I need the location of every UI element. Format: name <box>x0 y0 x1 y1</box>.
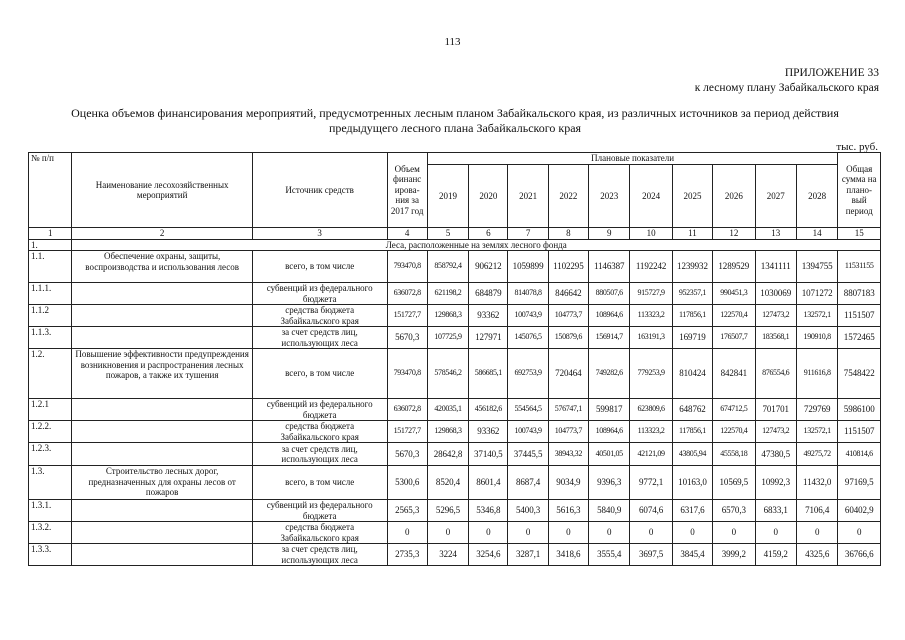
row-value: 636072,8 <box>387 399 427 421</box>
section-title: Леса, расположенные на землях лесного фонда <box>72 239 881 251</box>
row-value: 113323,2 <box>630 421 672 443</box>
header-planned: Плановые показатели <box>427 153 838 165</box>
row-value: 1239932 <box>672 251 712 283</box>
row-value: 5296,5 <box>427 500 468 522</box>
row-value: 410814,6 <box>838 443 881 466</box>
row-value: 1572465 <box>838 327 881 349</box>
row-value: 156914,7 <box>589 327 630 349</box>
row-value: 1151507 <box>838 421 881 443</box>
row-value: 810424 <box>672 349 712 399</box>
row-value: 127473,2 <box>755 421 796 443</box>
row-activity-name: Повышение эффективности предупреждения возникновения и распространения лесных пожаров, а также их тушения <box>72 349 252 399</box>
table-row <box>29 349 881 399</box>
row-value: 701701 <box>755 399 796 421</box>
row-value: 6570,3 <box>713 500 755 522</box>
row-value: 5346,8 <box>469 500 508 522</box>
row-value: 8601,4 <box>469 466 508 500</box>
row-value: 749282,6 <box>589 349 630 399</box>
header-total: Общая сумма на плано- вый период <box>838 153 881 228</box>
row-value: 621198,2 <box>427 283 468 305</box>
row-value: 45558,18 <box>713 443 755 466</box>
row-value: 554564,5 <box>508 399 548 421</box>
row-funding-source: средства бюджета Забайкальского края <box>252 522 387 544</box>
row-value: 107725,9 <box>427 327 468 349</box>
row-value: 990451,3 <box>713 283 755 305</box>
page-number: 113 <box>444 36 461 48</box>
row-value: 9772,1 <box>630 466 672 500</box>
row-value: 586685,1 <box>469 349 508 399</box>
row-num: 1.1. <box>29 251 72 283</box>
row-num: 1.2.1 <box>29 399 72 421</box>
row-value: 28642,8 <box>427 443 468 466</box>
row-value: 1341111 <box>755 251 796 283</box>
row-activity-name <box>72 305 252 327</box>
row-value: 5986100 <box>838 399 881 421</box>
column-number: 5 <box>427 228 468 240</box>
row-num: 1.3. <box>29 466 72 500</box>
row-value: 38943,32 <box>548 443 588 466</box>
row-value: 0 <box>427 522 468 544</box>
row-value: 10569,5 <box>713 466 755 500</box>
row-value: 0 <box>469 522 508 544</box>
table-body <box>29 239 881 566</box>
row-value: 129868,3 <box>427 421 468 443</box>
row-num: 1.2.2. <box>29 421 72 443</box>
header-year-2024: 2024 <box>630 165 672 228</box>
row-value: 10163,0 <box>672 466 712 500</box>
row-value: 163191,3 <box>630 327 672 349</box>
row-value: 3287,1 <box>508 544 548 566</box>
column-number: 15 <box>838 228 881 240</box>
appendix-heading <box>695 66 879 96</box>
header-source: Источник средств <box>252 153 387 228</box>
row-value: 113323,2 <box>630 305 672 327</box>
header-num: № п/п <box>29 153 72 228</box>
row-value: 3254,6 <box>469 544 508 566</box>
header-year-2028: 2028 <box>796 165 838 228</box>
row-value: 150879,6 <box>548 327 588 349</box>
row-value: 1102295 <box>548 251 588 283</box>
row-value: 1030069 <box>755 283 796 305</box>
row-value: 42121,09 <box>630 443 672 466</box>
row-value: 906212 <box>469 251 508 283</box>
row-value: 5300,6 <box>387 466 427 500</box>
row-funding-source: за счет средств лиц, использующих леса <box>252 443 387 466</box>
row-activity-name <box>72 522 252 544</box>
row-value: 1059899 <box>508 251 548 283</box>
row-value: 122570,4 <box>713 305 755 327</box>
row-value: 5400,3 <box>508 500 548 522</box>
row-funding-source: средства бюджета Забайкальского края <box>252 305 387 327</box>
row-value: 108964,6 <box>589 421 630 443</box>
row-value: 0 <box>672 522 712 544</box>
row-value: 0 <box>838 522 881 544</box>
column-numbers-row <box>29 228 881 240</box>
row-value: 127473,2 <box>755 305 796 327</box>
row-value: 3418,6 <box>548 544 588 566</box>
row-value: 4325,6 <box>796 544 838 566</box>
row-value: 9396,3 <box>589 466 630 500</box>
row-value: 1071272 <box>796 283 838 305</box>
row-value: 9034,9 <box>548 466 588 500</box>
row-value: 10992,3 <box>755 466 796 500</box>
row-funding-source: субвенций из федерального бюджета <box>252 500 387 522</box>
column-number: 12 <box>713 228 755 240</box>
header-year-2020: 2020 <box>469 165 508 228</box>
row-value: 5840,9 <box>589 500 630 522</box>
header-name: Наименование лесохозяйственных мероприятий <box>72 153 252 228</box>
row-value: 814078,8 <box>508 283 548 305</box>
row-value: 0 <box>387 522 427 544</box>
row-value: 636072,8 <box>387 283 427 305</box>
column-number: 10 <box>630 228 672 240</box>
row-activity-name <box>72 500 252 522</box>
row-activity-name <box>72 399 252 421</box>
table-row <box>29 421 881 443</box>
column-number: 2 <box>72 228 252 240</box>
table-row <box>29 500 881 522</box>
row-value: 0 <box>630 522 672 544</box>
row-value: 0 <box>755 522 796 544</box>
row-value: 8807183 <box>838 283 881 305</box>
financing-table <box>28 152 881 566</box>
row-value: 100743,9 <box>508 421 548 443</box>
column-number: 13 <box>755 228 796 240</box>
row-value: 6074,6 <box>630 500 672 522</box>
section-row <box>29 239 881 251</box>
row-value: 0 <box>589 522 630 544</box>
row-value: 117856,1 <box>672 305 712 327</box>
row-value: 779253,9 <box>630 349 672 399</box>
table-row <box>29 522 881 544</box>
row-num: 1.1.3. <box>29 327 72 349</box>
row-activity-name: Строительство лесных дорог, предназначенных для охраны лесов от пожаров <box>72 466 252 500</box>
row-value: 104773,7 <box>548 421 588 443</box>
row-value: 456182,6 <box>469 399 508 421</box>
row-value: 40501,05 <box>589 443 630 466</box>
document-title-line1: Оценка объемов финансирования мероприятий, предусмотренных лесным планом Забайкальского края, из различных источников за период действия <box>71 106 839 120</box>
table-row <box>29 251 881 283</box>
row-value: 37445,5 <box>508 443 548 466</box>
row-value: 3697,5 <box>630 544 672 566</box>
row-value: 36766,6 <box>838 544 881 566</box>
row-value: 49275,72 <box>796 443 838 466</box>
row-value: 3999,2 <box>713 544 755 566</box>
table-row <box>29 443 881 466</box>
column-number: 3 <box>252 228 387 240</box>
row-value: 93362 <box>469 305 508 327</box>
header-year-2022: 2022 <box>548 165 588 228</box>
row-value: 2565,3 <box>387 500 427 522</box>
row-value: 880507,6 <box>589 283 630 305</box>
row-value: 648762 <box>672 399 712 421</box>
row-funding-source: за счет средств лиц, использующих леса <box>252 544 387 566</box>
row-activity-name <box>72 283 252 305</box>
header-year-2025: 2025 <box>672 165 712 228</box>
row-value: 127971 <box>469 327 508 349</box>
row-value: 132572,1 <box>796 305 838 327</box>
header-year-2019: 2019 <box>427 165 468 228</box>
header-year-2027: 2027 <box>755 165 796 228</box>
row-value: 2735,3 <box>387 544 427 566</box>
header-year-2023: 2023 <box>589 165 630 228</box>
table-row <box>29 466 881 500</box>
row-value: 93362 <box>469 421 508 443</box>
row-value: 183568,1 <box>755 327 796 349</box>
row-value: 11531155 <box>838 251 881 283</box>
row-value: 5670,3 <box>387 327 427 349</box>
row-value: 0 <box>796 522 838 544</box>
row-value: 578546,2 <box>427 349 468 399</box>
row-value: 911616,8 <box>796 349 838 399</box>
row-value: 5670,3 <box>387 443 427 466</box>
document-title-line2: предыдущего лесного плана Забайкальского края <box>328 120 582 135</box>
row-value: 1394755 <box>796 251 838 283</box>
row-value: 47380,5 <box>755 443 796 466</box>
row-num: 1.1.1. <box>29 283 72 305</box>
row-value: 3845,4 <box>672 544 712 566</box>
row-value: 60402,9 <box>838 500 881 522</box>
row-value: 11432,0 <box>796 466 838 500</box>
row-value: 37140,5 <box>469 443 508 466</box>
row-value: 5616,3 <box>548 500 588 522</box>
row-num: 1.2.3. <box>29 443 72 466</box>
row-value: 793470,8 <box>387 251 427 283</box>
table-row <box>29 399 881 421</box>
row-value: 8520,4 <box>427 466 468 500</box>
row-value: 599817 <box>589 399 630 421</box>
row-activity-name <box>72 544 252 566</box>
row-value: 108964,6 <box>589 305 630 327</box>
table-row <box>29 544 881 566</box>
appendix-subtitle: к лесному плану Забайкальского края <box>694 82 879 94</box>
row-activity-name <box>72 327 252 349</box>
row-value: 692753,9 <box>508 349 548 399</box>
row-value: 846642 <box>548 283 588 305</box>
row-value: 720464 <box>548 349 588 399</box>
row-value: 3224 <box>427 544 468 566</box>
row-value: 6317,6 <box>672 500 712 522</box>
row-activity-name: Обеспечение охраны, защиты, воспроизводства и использования лесов <box>72 251 252 283</box>
row-num: 1.2. <box>29 349 72 399</box>
row-value: 190910,8 <box>796 327 838 349</box>
units-label: тыс. руб. <box>836 141 878 153</box>
column-number: 6 <box>469 228 508 240</box>
row-value: 100743,9 <box>508 305 548 327</box>
row-funding-source: субвенций из федерального бюджета <box>252 399 387 421</box>
row-value: 1192242 <box>630 251 672 283</box>
row-activity-name <box>72 443 252 466</box>
row-value: 169719 <box>672 327 712 349</box>
column-number: 1 <box>29 228 72 240</box>
row-value: 4159,2 <box>755 544 796 566</box>
row-value: 623809,6 <box>630 399 672 421</box>
row-value: 952357,1 <box>672 283 712 305</box>
row-funding-source: всего, в том числе <box>252 466 387 500</box>
column-number: 11 <box>672 228 712 240</box>
row-funding-source: всего, в том числе <box>252 251 387 283</box>
row-value: 132572,1 <box>796 421 838 443</box>
appendix-title: ПРИЛОЖЕНИЕ 33 <box>784 67 879 79</box>
row-value: 1146387 <box>589 251 630 283</box>
row-value: 858792,4 <box>427 251 468 283</box>
section-num: 1. <box>29 239 72 251</box>
row-value: 129868,3 <box>427 305 468 327</box>
column-number: 8 <box>548 228 588 240</box>
row-value: 122570,4 <box>713 421 755 443</box>
row-value: 684879 <box>469 283 508 305</box>
row-value: 0 <box>713 522 755 544</box>
header-volume-2017: Объем финанс ирова- ния за 2017 год <box>387 153 427 228</box>
row-value: 793470,8 <box>387 349 427 399</box>
row-value: 842841 <box>713 349 755 399</box>
row-value: 0 <box>548 522 588 544</box>
row-funding-source: всего, в том числе <box>252 349 387 399</box>
row-num: 1.3.2. <box>29 522 72 544</box>
row-activity-name <box>72 421 252 443</box>
column-number: 4 <box>387 228 427 240</box>
row-value: 6833,1 <box>755 500 796 522</box>
row-value: 151727,7 <box>387 305 427 327</box>
row-funding-source: субвенций из федерального бюджета <box>252 283 387 305</box>
row-value: 43805,94 <box>672 443 712 466</box>
row-num: 1.3.1. <box>29 500 72 522</box>
row-value: 420035,1 <box>427 399 468 421</box>
row-value: 151727,7 <box>387 421 427 443</box>
column-number: 7 <box>508 228 548 240</box>
header-year-2021: 2021 <box>508 165 548 228</box>
row-value: 674712,5 <box>713 399 755 421</box>
document-title <box>30 106 880 135</box>
table-row <box>29 305 881 327</box>
row-value: 117856,1 <box>672 421 712 443</box>
row-funding-source: за счет средств лиц, использующих леса <box>252 327 387 349</box>
row-value: 7106,4 <box>796 500 838 522</box>
row-value: 1151507 <box>838 305 881 327</box>
table-row <box>29 327 881 349</box>
row-funding-source: средства бюджета Забайкальского края <box>252 421 387 443</box>
header-year-2026: 2026 <box>713 165 755 228</box>
table-row <box>29 283 881 305</box>
row-value: 145076,5 <box>508 327 548 349</box>
row-num: 1.1.2 <box>29 305 72 327</box>
row-value: 0 <box>508 522 548 544</box>
row-value: 104773,7 <box>548 305 588 327</box>
column-number: 9 <box>589 228 630 240</box>
row-value: 876554,6 <box>755 349 796 399</box>
row-value: 7548422 <box>838 349 881 399</box>
row-value: 576747,1 <box>548 399 588 421</box>
row-value: 3555,4 <box>589 544 630 566</box>
row-value: 915727,9 <box>630 283 672 305</box>
row-value: 176507,7 <box>713 327 755 349</box>
row-value: 729769 <box>796 399 838 421</box>
table-header <box>29 153 881 240</box>
row-num: 1.3.3. <box>29 544 72 566</box>
row-value: 1289529 <box>713 251 755 283</box>
row-value: 8687,4 <box>508 466 548 500</box>
row-value: 97169,5 <box>838 466 881 500</box>
column-number: 14 <box>796 228 838 240</box>
